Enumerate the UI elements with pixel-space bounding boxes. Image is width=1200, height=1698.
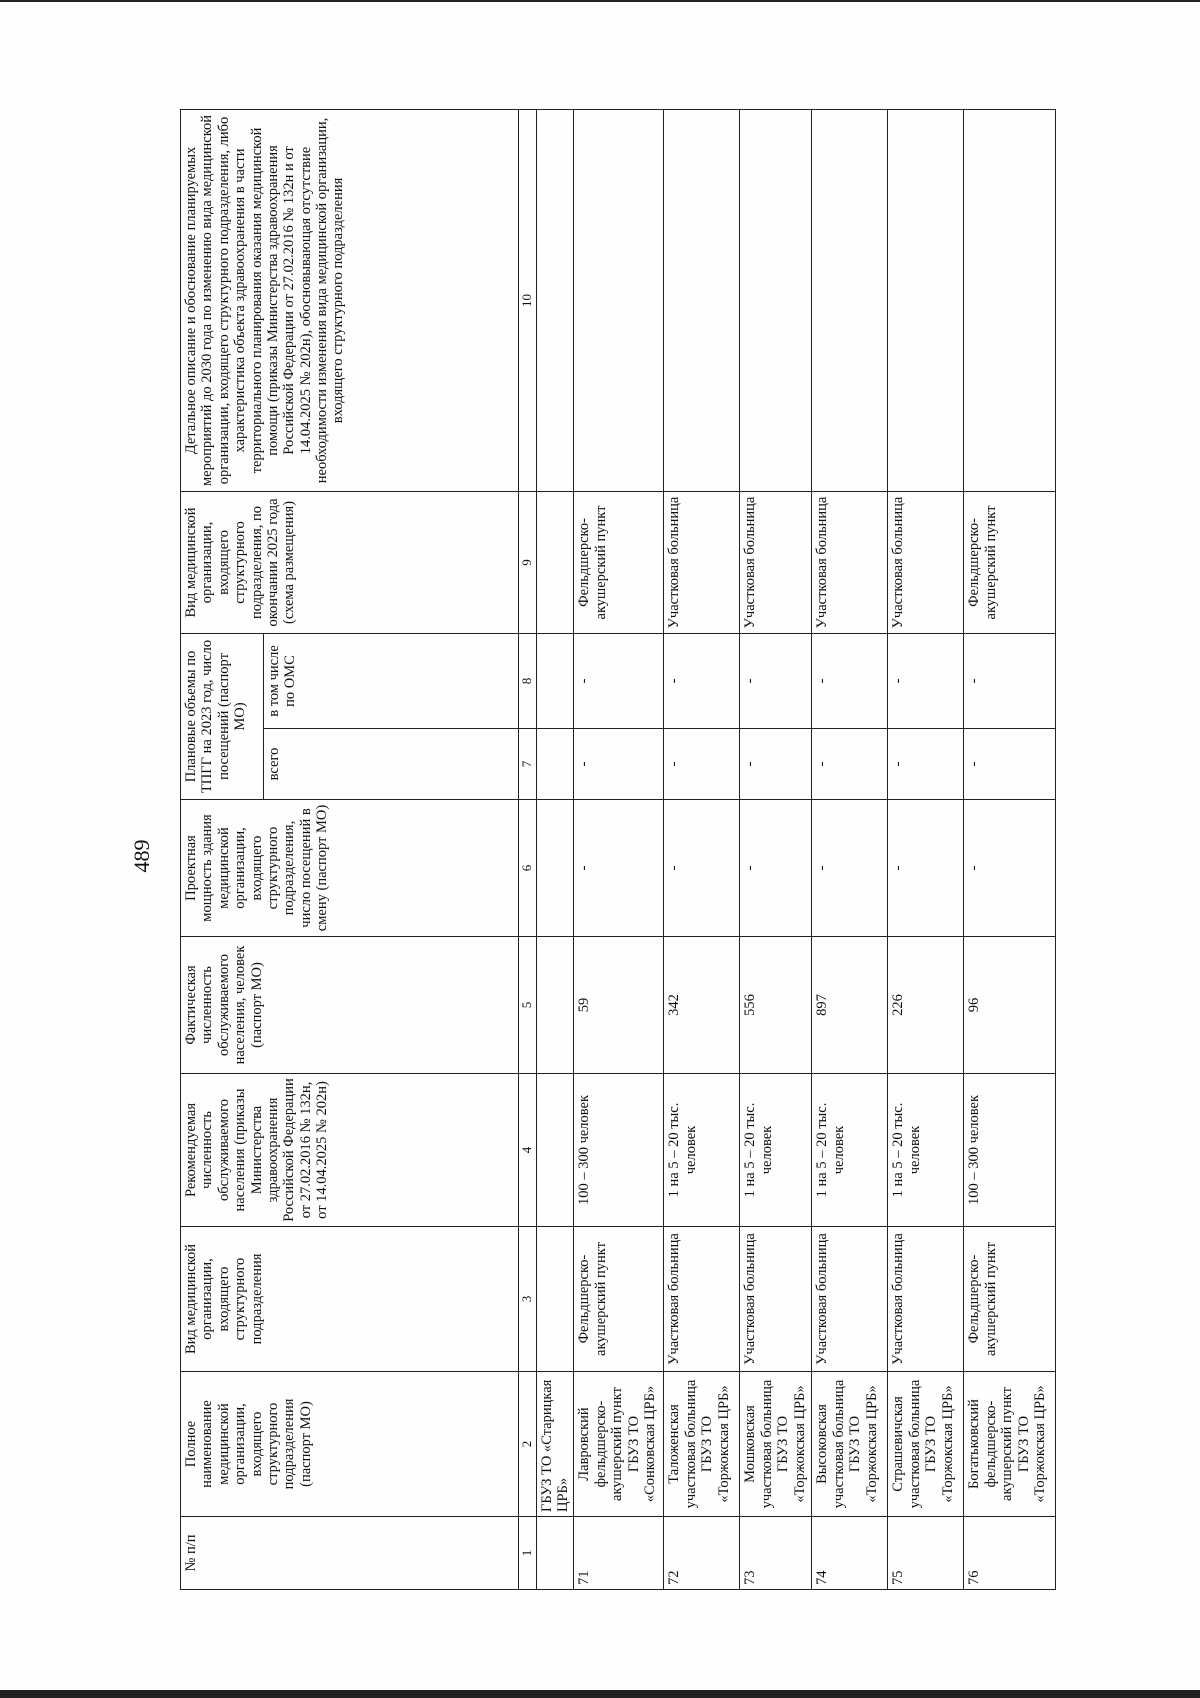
row-type: Фельдшерско-акушерский пункт bbox=[574, 1227, 664, 1372]
row-type: Участковая больница bbox=[812, 1227, 888, 1372]
header-full-name: Полное наименование медицинской организации, входящего структурного подразделения (паспорт МО) bbox=[181, 1372, 519, 1517]
column-number: 4 bbox=[519, 1074, 537, 1227]
row-name: Богатьковский фельдшерско-акушерский пункт ГБУЗ ТО «Торжокская ЦРБ» bbox=[964, 1372, 1056, 1517]
header-capacity: Проектная мощность здания медицинской организации, входящего структурного подразделения, число посещений в смену (паспорт МО) bbox=[181, 800, 519, 937]
row-actual: 226 bbox=[888, 937, 964, 1074]
row-recommended: 1 на 5 – 20 тыс. человек bbox=[888, 1074, 964, 1227]
row-type: Фельдшерско-акушерский пункт bbox=[964, 1227, 1056, 1372]
header-actual-population: Фактическая численность обслуживаемого населения, человек (паспорт МО) bbox=[181, 937, 519, 1074]
region-num bbox=[536, 1517, 574, 1590]
table-row bbox=[812, 109, 888, 1589]
row-oms: - bbox=[888, 633, 964, 728]
header-org-type: Вид медицинской организации, входящего структурного подразделения bbox=[181, 1227, 519, 1372]
row-capacity: - bbox=[664, 800, 740, 937]
row-recommended: 1 на 5 – 20 тыс. человек bbox=[664, 1074, 740, 1227]
header-recommended-population: Рекомендуемая численность обслуживаемого населения (приказы Министерства здравоохранения Российской Федерации от 27.02.2016 № 132н, от 14.04.2025 № 202н) bbox=[181, 1074, 519, 1227]
row-actual: 96 bbox=[964, 937, 1056, 1074]
row-type-2025: Участковая больница bbox=[740, 491, 812, 633]
row-total: - bbox=[964, 729, 1056, 800]
page-number: 489 bbox=[129, 839, 154, 873]
row-description bbox=[574, 109, 664, 491]
row-name: Высоковская участковая больница ГБУЗ ТО «Торжокская ЦРБ» bbox=[812, 1372, 888, 1517]
row-oms: - bbox=[740, 633, 812, 728]
row-recommended: 1 на 5 – 20 тыс. человек bbox=[812, 1074, 888, 1227]
row-type-2025: Участковая больница bbox=[664, 491, 740, 633]
row-description bbox=[964, 109, 1056, 491]
row-num: 75 bbox=[888, 1517, 964, 1590]
row-type-2025: Фельдшерско-акушерский пункт bbox=[574, 491, 664, 633]
column-number: 3 bbox=[519, 1227, 537, 1372]
header-oms: в том числе по ОМС bbox=[264, 633, 519, 728]
table-row bbox=[888, 109, 964, 1589]
row-capacity: - bbox=[964, 800, 1056, 937]
row-type-2025: Участковая больница bbox=[812, 491, 888, 633]
row-capacity: - bbox=[740, 800, 812, 937]
table-row bbox=[574, 109, 664, 1589]
header-num: № п/п bbox=[181, 1517, 519, 1590]
row-total: - bbox=[812, 729, 888, 800]
row-capacity: - bbox=[888, 800, 964, 937]
rotated-table-wrapper bbox=[180, 110, 1104, 1590]
row-num: 73 bbox=[740, 1517, 812, 1590]
row-capacity: - bbox=[812, 800, 888, 937]
row-oms: - bbox=[812, 633, 888, 728]
row-type-2025: Участковая больница bbox=[888, 491, 964, 633]
table-row bbox=[664, 109, 740, 1589]
row-oms: - bbox=[574, 633, 664, 728]
row-total: - bbox=[574, 729, 664, 800]
scan-edge-bottom bbox=[0, 1690, 1200, 1698]
row-name: Страшевичская участковая больница ГБУЗ ТО «Торжокская ЦРБ» bbox=[888, 1372, 964, 1517]
row-name: Лавровский фельдшерско-акушерский пункт ГБУЗ ТО «Сонковская ЦРБ» bbox=[574, 1372, 664, 1517]
row-description bbox=[812, 109, 888, 491]
row-name: Мошковская участковая больница ГБУЗ ТО «Торжокская ЦРБ» bbox=[740, 1372, 812, 1517]
column-number: 8 bbox=[519, 633, 537, 728]
row-num: 74 bbox=[812, 1517, 888, 1590]
row-num: 71 bbox=[574, 1517, 664, 1590]
row-type: Участковая больница bbox=[888, 1227, 964, 1372]
header-row bbox=[181, 109, 264, 1589]
row-type: Участковая больница bbox=[664, 1227, 740, 1372]
row-actual: 342 bbox=[664, 937, 740, 1074]
region-row bbox=[536, 109, 574, 1589]
row-type-2025: Фельдшерско-акушерский пункт bbox=[964, 491, 1056, 633]
row-recommended: 1 на 5 – 20 тыс. человек bbox=[740, 1074, 812, 1227]
row-num: 76 bbox=[964, 1517, 1056, 1590]
row-actual: 59 bbox=[574, 937, 664, 1074]
column-numbers-row bbox=[519, 109, 537, 1589]
table-row bbox=[740, 109, 812, 1589]
row-name: Таложенская участковая больница ГБУЗ ТО «Торжокская ЦРБ» bbox=[664, 1372, 740, 1517]
header-org-type-2025: Вид медицинской организации, входящего структурного подразделения, по окончании 2025 года (схема размещения) bbox=[181, 491, 519, 633]
header-planned-volumes: Плановые объемы по ТПГГ на 2023 год, число посещений (паспорт МО) bbox=[181, 633, 264, 799]
row-type: Участковая больница bbox=[740, 1227, 812, 1372]
scan-edge-top bbox=[0, 0, 1200, 2]
column-number: 2 bbox=[519, 1372, 537, 1517]
table-row bbox=[964, 109, 1056, 1589]
column-number: 7 bbox=[519, 729, 537, 800]
header-description: Детальное описание и обоснование планируемых мероприятий до 2030 года по изменению вида медицинской организации, входящего структурного подразделения, либо характеристика объекта здравоохранения в части территориального планирования оказания медицинской помощи (приказы Министерства здравоохранения Российской Федерации от 27.02.2016 № 132н и от 14.04.2025 № 202н), обосновывающая отсутствие необходимости изменения вида медицинской организации, входящего структурного подразделения bbox=[181, 109, 519, 491]
row-description bbox=[740, 109, 812, 491]
row-num: 72 bbox=[664, 1517, 740, 1590]
row-description bbox=[664, 109, 740, 491]
facilities-table bbox=[180, 109, 1056, 1590]
column-number: 5 bbox=[519, 937, 537, 1074]
header-total: всего bbox=[264, 729, 519, 800]
column-number: 10 bbox=[519, 109, 537, 491]
row-recommended: 100 – 300 человек bbox=[964, 1074, 1056, 1227]
region-name: ГБУЗ ТО «Старицкая ЦРБ» bbox=[536, 1372, 574, 1517]
row-actual: 556 bbox=[740, 937, 812, 1074]
row-capacity: - bbox=[574, 800, 664, 937]
row-total: - bbox=[664, 729, 740, 800]
row-oms: - bbox=[664, 633, 740, 728]
row-actual: 897 bbox=[812, 937, 888, 1074]
column-number: 1 bbox=[519, 1517, 537, 1590]
column-number: 6 bbox=[519, 800, 537, 937]
row-total: - bbox=[740, 729, 812, 800]
row-total: - bbox=[888, 729, 964, 800]
row-oms: - bbox=[964, 633, 1056, 728]
row-description bbox=[888, 109, 964, 491]
column-number: 9 bbox=[519, 491, 537, 633]
row-recommended: 100 – 300 человек bbox=[574, 1074, 664, 1227]
